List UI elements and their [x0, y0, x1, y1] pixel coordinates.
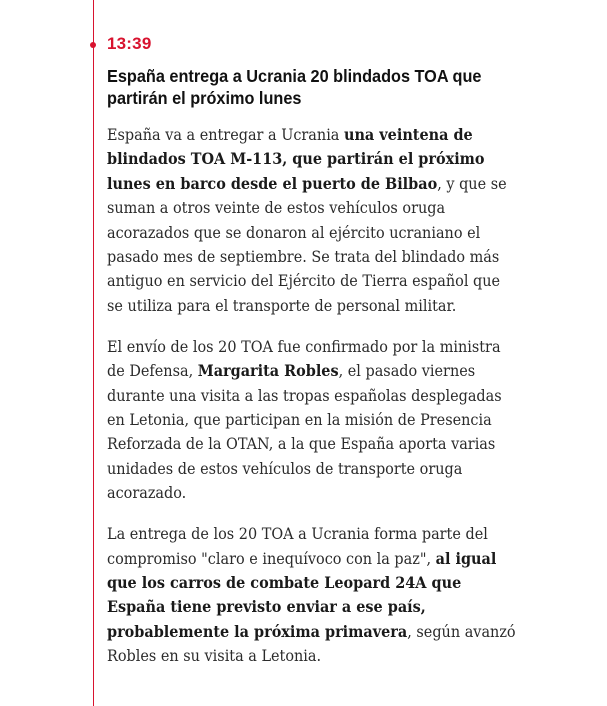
text-span: El envío de los 20 TOA fue confirmado por la ministra de Defensa,	[107, 337, 501, 381]
paragraph-3	[107, 522, 516, 668]
entry-body	[107, 123, 527, 669]
text-span: La entrega de los 20 TOA a Ucrania forma parte del compromiso "claro e inequívoco con la paz",	[107, 525, 488, 568]
text-span: , el pasado viernes durante una visita a las tropas españolas desplegadas en Letonia, que participan en la misión de Presencia Reforzada de la OTAN, a la que España aporta varias unidades de estos vehículos de transporte oruga acorazado.	[107, 362, 502, 503]
timeline-line	[93, 0, 94, 706]
entry-time: 13:39	[107, 34, 152, 53]
paragraph-1	[107, 123, 516, 318]
bold-span: al igual que los carros de combate Leopard 24A que España tiene previsto enviar a ese país, probablemente la próxima primavera	[107, 548, 497, 641]
live-entry	[107, 33, 527, 685]
text-span: , y que se suman a otros veinte de estos vehículos oruga acorazados que se donaron al ejército ucraniano el pasado mes de septiembre. Se trata del blindado más antiguo en servicio del Ejército de Tierra español que se utiliza para el transporte de personal militar.	[107, 174, 507, 315]
bold-span: una veintena de blindados TOA M-113, que partirán el próximo lunes en barco desde el puerto de Bilbao	[107, 125, 485, 193]
timeline-dot	[90, 42, 96, 48]
paragraph-2	[107, 335, 516, 506]
text-span: , según avanzó Robles en su visita a Letonia.	[107, 622, 516, 666]
text-span: España va a entregar a Ucrania	[107, 126, 344, 144]
bold-span: Margarita Robles	[197, 361, 339, 381]
entry-headline: España entrega a Ucrania 20 blindados TOA que partirán el próximo lunes	[107, 66, 482, 108]
